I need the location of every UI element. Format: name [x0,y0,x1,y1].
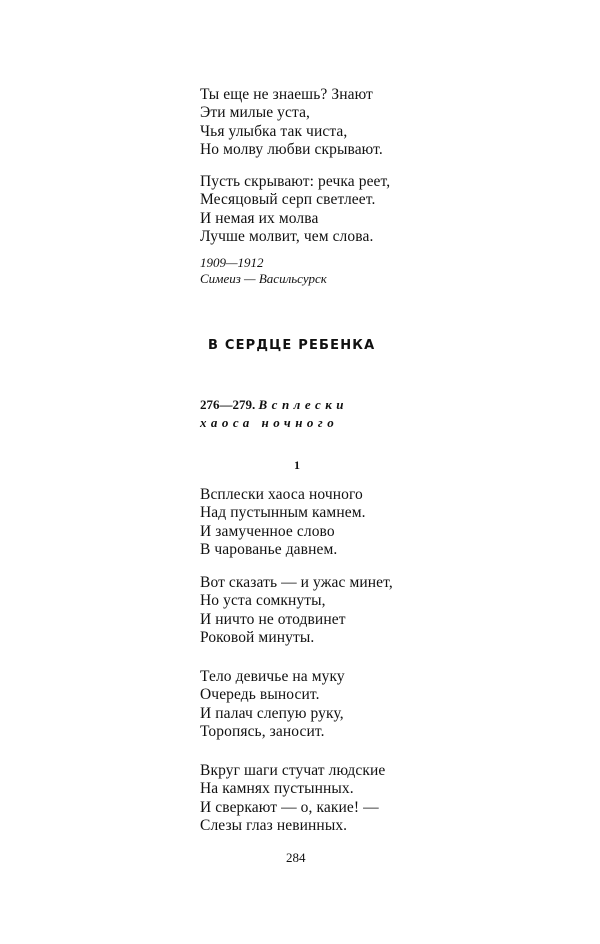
verse-line: Роковой минуты. [200,629,315,647]
poem-years: 1909—1912 [200,255,264,270]
stanza-3 [200,668,345,742]
verse-line: Но молву любви скрывают. [200,141,383,159]
verse-line: Месяцовый серп светлеет. [200,191,376,209]
verse-line: Чья улыбка так чиста, [200,122,348,140]
poem-title-line1: Всплески [258,397,349,412]
verse-line: Над пустынным камнем. [200,504,366,522]
verse-line: И палач слепую руку, [200,704,344,722]
verse-line: Тело девичье на муку [200,668,345,685]
part-number: 1 [294,458,300,472]
verse-line: Торопясь, заносит. [200,723,325,741]
stanza-2 [200,574,393,648]
verse-line: В чарованье давнем. [200,541,338,559]
verse-line: Вкруг шаги стучат людские [200,762,386,779]
verse-line: Пусть скрывают: речка реет, [200,173,391,190]
verse-line: И немая их молва [200,209,319,227]
poem-places: Симеиз — Васильсурск [200,271,327,286]
verse-line: Всплески хаоса ночного [200,486,363,503]
poem-date-place [200,255,327,287]
stanza-prev-2 [200,173,390,247]
verse-line: И сверкают — о, какие! — [200,798,379,816]
stanza-prev-1 [200,86,383,160]
stanza-1 [200,486,366,560]
verse-line: Очередь выносит. [200,686,320,704]
verse-line: Ты еще не знаешь? Знают [200,86,373,103]
stanza-4 [200,762,385,836]
verse-line: Эти милые уста, [200,104,311,122]
verse-line: На камнях пустынных. [200,780,354,798]
verse-line: Лучше молвит, чем слова. [200,228,374,246]
verse-line: И замученное слово [200,522,335,540]
verse-line: И ничто не отодвинет [200,610,346,628]
poem-number: 276—279. [200,397,256,412]
page-number: 284 [286,850,306,865]
verse-line: Слезы глаз невинных. [200,817,348,835]
verse-line: Вот сказать — и ужас минет, [200,574,393,591]
poem-heading [200,396,348,432]
poem-title-line2: хаоса ночного [200,415,339,430]
section-title: В СЕРДЦЕ РЕБЕНКА [208,338,376,353]
verse-line: Но уста сомкнуты, [200,592,326,610]
